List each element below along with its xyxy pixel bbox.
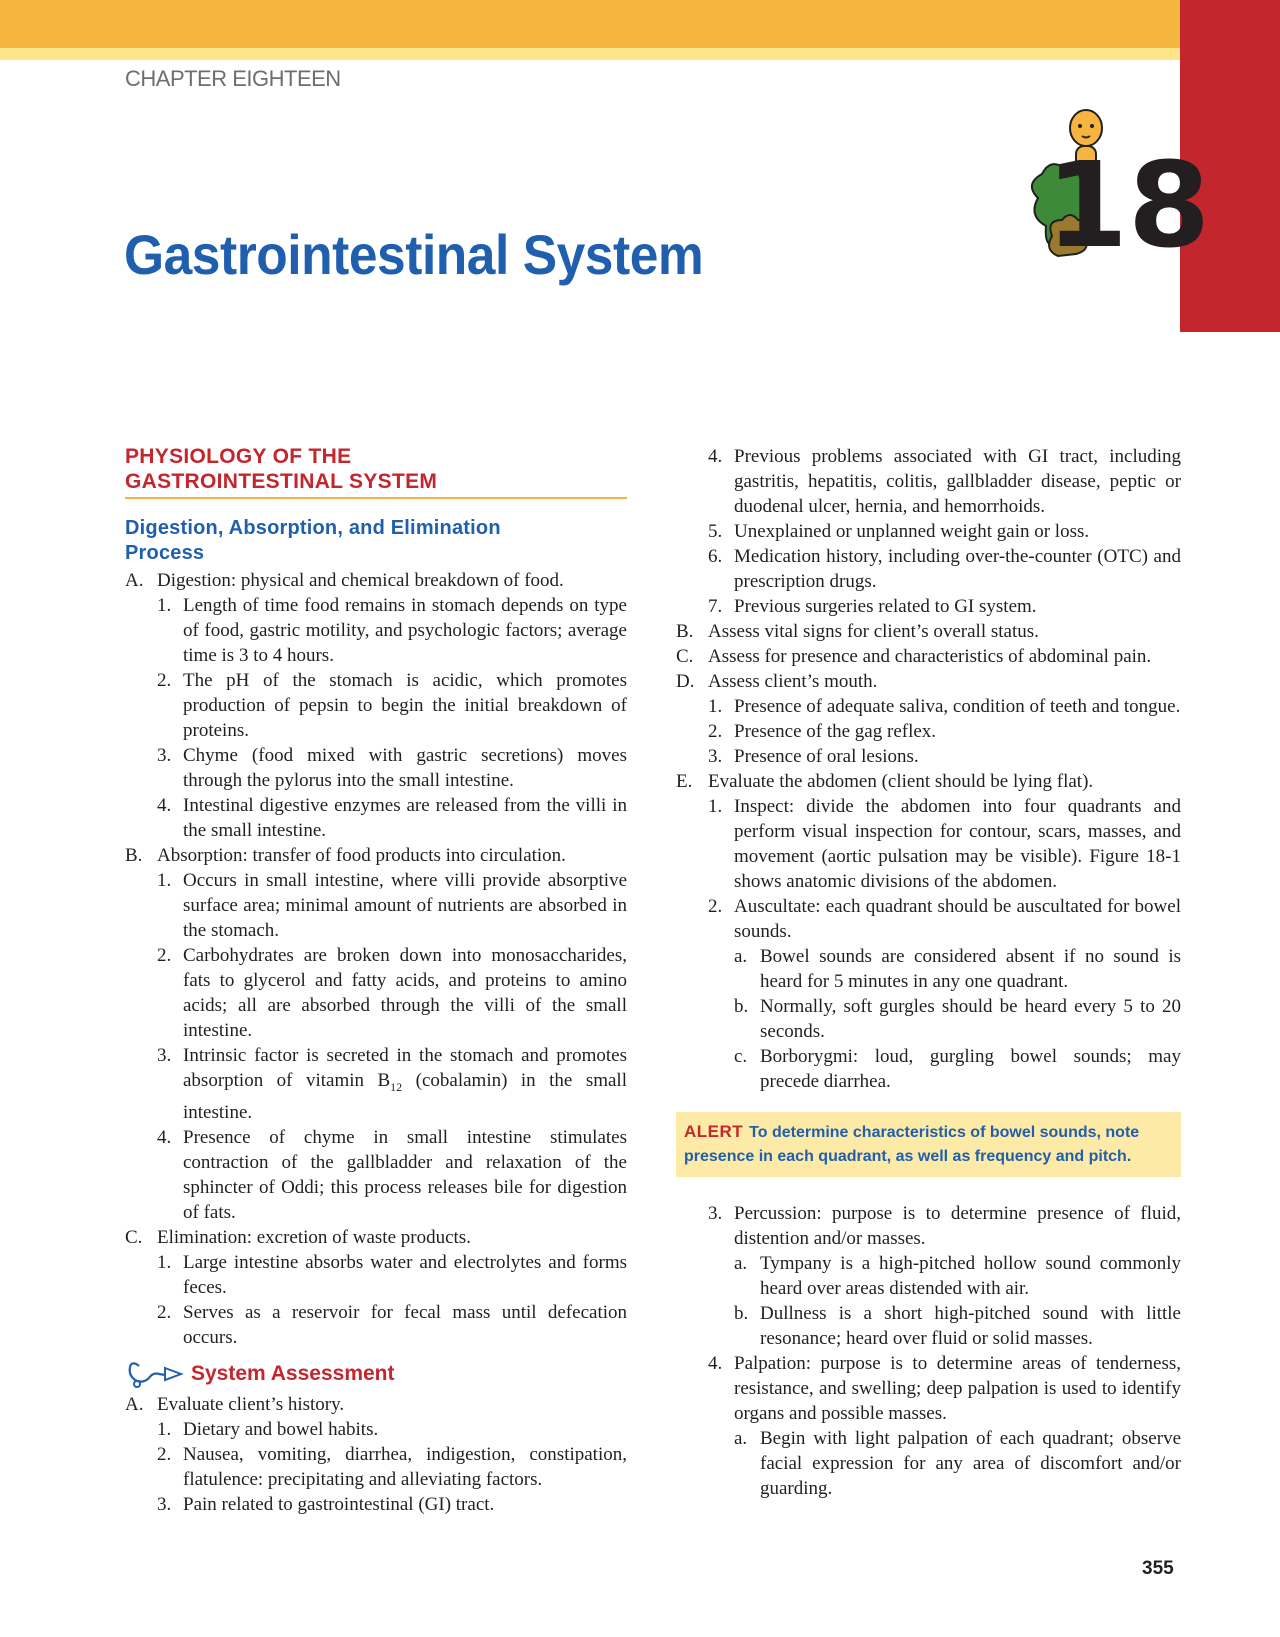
list-item: b. Normally, soft gurgles should be heard every 5 to 20 seconds.	[734, 996, 1181, 1042]
list-item: 5. Unexplained or unplanned weight gain or loss.	[708, 521, 1090, 542]
list-item: 4. Intestinal digestive enzymes are released from the villi in the small intestine.	[157, 795, 627, 841]
list-label: a.	[734, 1253, 748, 1274]
list-label: 2.	[157, 1301, 172, 1323]
list-label: 2.	[708, 721, 723, 742]
list-item: B. Assess vital signs for client’s overall status.	[676, 621, 1039, 642]
list-label: 2.	[157, 670, 172, 691]
list-item: 2. Presence of the gag reflex.	[708, 721, 937, 742]
list-label: A.	[125, 570, 144, 591]
list-label: 4.	[708, 1353, 723, 1374]
stethoscope-icon	[125, 1360, 183, 1388]
list-item: 1. Occurs in small intestine, where villi provide absorptive surface area; minimal amount of nutrients are absorbed in the stomach.	[157, 870, 627, 941]
list-item: C. Elimination: excretion of waste products.	[125, 1226, 471, 1248]
list-item: 1. Large intestine absorbs water and electrolytes and forms feces.	[157, 1251, 627, 1298]
alert-box	[676, 1112, 1181, 1177]
list-label: b.	[734, 996, 749, 1017]
list-label: 1.	[708, 796, 723, 817]
list-label: 4.	[157, 795, 172, 816]
list-item: 2. Carbohydrates are broken down into monosaccharides, fats to glycerol and fatty acids, and proteins to amino acids; all are absorbed through the villi of the small intestine.	[157, 945, 627, 1041]
page-number: 355	[1142, 1558, 1174, 1579]
list-item: 6. Medication history, including over-the-counter (OTC) and prescription drugs.	[708, 546, 1181, 592]
list-item: 2. Nausea, vomiting, diarrhea, indigestion, constipation, flatulence: precipitating and alleviating factors.	[157, 1443, 627, 1490]
list-item: 3. Intrinsic factor is secreted in the stomach and promotes absorption of vitamin $B_{12}$ (cobalamin) in the small intestine.	[157, 1045, 627, 1123]
list-item: a. Bowel sounds are considered absent if no sound is heard for 5 minutes in any one quadrant.	[734, 946, 1181, 992]
list-item: 2. The pH of the stomach is acidic, which promotes production of pepsin to begin the initial breakdown of proteins.	[157, 670, 627, 741]
list-item: A. Evaluate client’s history.	[125, 1393, 345, 1415]
list-label: 1.	[157, 595, 172, 616]
chapter-number: 18	[1045, 136, 1211, 274]
list-label: 3.	[157, 1493, 172, 1515]
list-label: 3.	[157, 745, 172, 766]
list-label: 3.	[708, 1203, 723, 1224]
list-item: B. Absorption: transfer of food products into circulation.	[125, 845, 566, 866]
list-item: A. Digestion: physical and chemical breakdown of food.	[125, 570, 564, 591]
list-label: 3.	[708, 746, 723, 767]
list-item: 4. Palpation: purpose is to determine areas of tenderness, resistance, and swelling; deep palpation is used to identify organs and possible masses.	[708, 1353, 1181, 1424]
list-item: 3. Pain related to gastrointestinal (GI) tract.	[157, 1493, 495, 1515]
list-label: a.	[734, 1428, 748, 1449]
list-label: 1.	[157, 1251, 172, 1273]
list-item: 3. Chyme (food mixed with gastric secretions) moves through the pylorus into the small intestine.	[157, 745, 627, 791]
list-label: B.	[125, 845, 143, 866]
list-label: B.	[676, 621, 694, 642]
list-item: 2. Auscultate: each quadrant should be auscultated for bowel sounds.	[708, 896, 1181, 942]
list-label: 1.	[157, 1418, 172, 1440]
alert-tag: ALERT	[684, 1122, 744, 1141]
chapter-label: CHAPTER EIGHTEEN	[125, 66, 341, 91]
list-label: 6.	[708, 546, 723, 567]
list-item: 3. Percussion: purpose is to determine presence of fluid, distention and/or masses.	[708, 1203, 1181, 1249]
list-label: C.	[125, 1226, 143, 1248]
list-label: 2.	[708, 896, 723, 917]
list-label: b.	[734, 1303, 749, 1324]
list-label: 4.	[708, 446, 723, 467]
list-item: 1. Inspect: divide the abdomen into four quadrants and perform visual inspection for contour, scars, masses, and movement (aortic pulsation may be visible). Figure 18-1 shows anatomic divisions of the abdomen.	[708, 796, 1181, 892]
list-label: 2.	[157, 945, 172, 966]
list-label: C.	[676, 646, 694, 667]
list-item: 7. Previous surgeries related to GI system.	[708, 596, 1037, 617]
list-label: E.	[676, 771, 693, 792]
list-label: a.	[734, 946, 748, 967]
list-item: 2. Serves as a reservoir for fecal mass until defecation occurs.	[157, 1301, 627, 1348]
list-label: A.	[125, 1393, 144, 1415]
list-label: 2.	[157, 1443, 172, 1465]
section-heading: PHYSIOLOGY OF THE GASTROINTESTINAL SYSTEM	[125, 444, 627, 499]
list-item: b. Dullness is a short high-pitched sound with little resonance; heard over fluid or solid masses.	[734, 1303, 1181, 1349]
chapter-mascot-icon	[1006, 106, 1211, 284]
list-item: a. Begin with light palpation of each quadrant; observe facial expression for any area of discomfort and/or guarding.	[734, 1428, 1181, 1499]
list-label: 4.	[157, 1126, 172, 1148]
header-band-yellow	[0, 48, 1180, 60]
list-label: 7.	[708, 596, 723, 617]
list-label: 3.	[157, 1045, 172, 1066]
list-label: 5.	[708, 521, 723, 542]
list-item: 4. Previous problems associated with GI tract, including gastritis, hepatitis, colitis, gallbladder disease, peptic or duodenal ulcer, hernia, and hemorrhoids.	[708, 446, 1181, 517]
subheading-digestion: Digestion, Absorption, and Elimination Process	[125, 517, 501, 564]
list-item: 3. Presence of oral lesions.	[708, 746, 919, 767]
right-column	[676, 444, 1181, 1501]
left-column	[125, 444, 627, 1517]
list-item: 1. Dietary and bowel habits.	[157, 1418, 379, 1440]
alert-text: To determine characteristics of bowel sounds, note presence in each quadrant, as well as frequency and pitch.	[684, 1124, 1140, 1165]
list-item: 1. Presence of adequate saliva, condition of teeth and tongue.	[708, 696, 1181, 717]
chapter-title: Gastrointestinal System	[124, 223, 704, 286]
list-label: D.	[676, 671, 695, 692]
list-item: c. Borborygmi: loud, gurgling bowel sounds; may precede diarrhea.	[734, 1046, 1181, 1092]
list-item: C. Assess for presence and characteristics of abdominal pain.	[676, 646, 1152, 667]
list-item: a. Tympany is a high-pitched hollow sound commonly heard over areas distended with air.	[734, 1253, 1181, 1299]
list-item: 4. Presence of chyme in small intestine stimulates contraction of the gallbladder and relaxation of the sphincter of Oddi; this process releases bile for digestion of fats.	[157, 1126, 627, 1223]
header-band-orange	[0, 0, 1180, 48]
list-item: 1. Length of time food remains in stomach depends on type of food, gastric motility, and psychologic factors; average time is 3 to 4 hours.	[157, 595, 627, 666]
list-item: E. Evaluate the abdomen (client should be lying flat).	[676, 771, 1094, 792]
list-label: 1.	[157, 870, 172, 891]
list-label: c.	[734, 1046, 748, 1067]
list-label: 1.	[708, 696, 723, 717]
list-item: D. Assess client’s mouth.	[676, 671, 878, 692]
system-assessment-heading: System Assessment	[125, 1360, 627, 1388]
